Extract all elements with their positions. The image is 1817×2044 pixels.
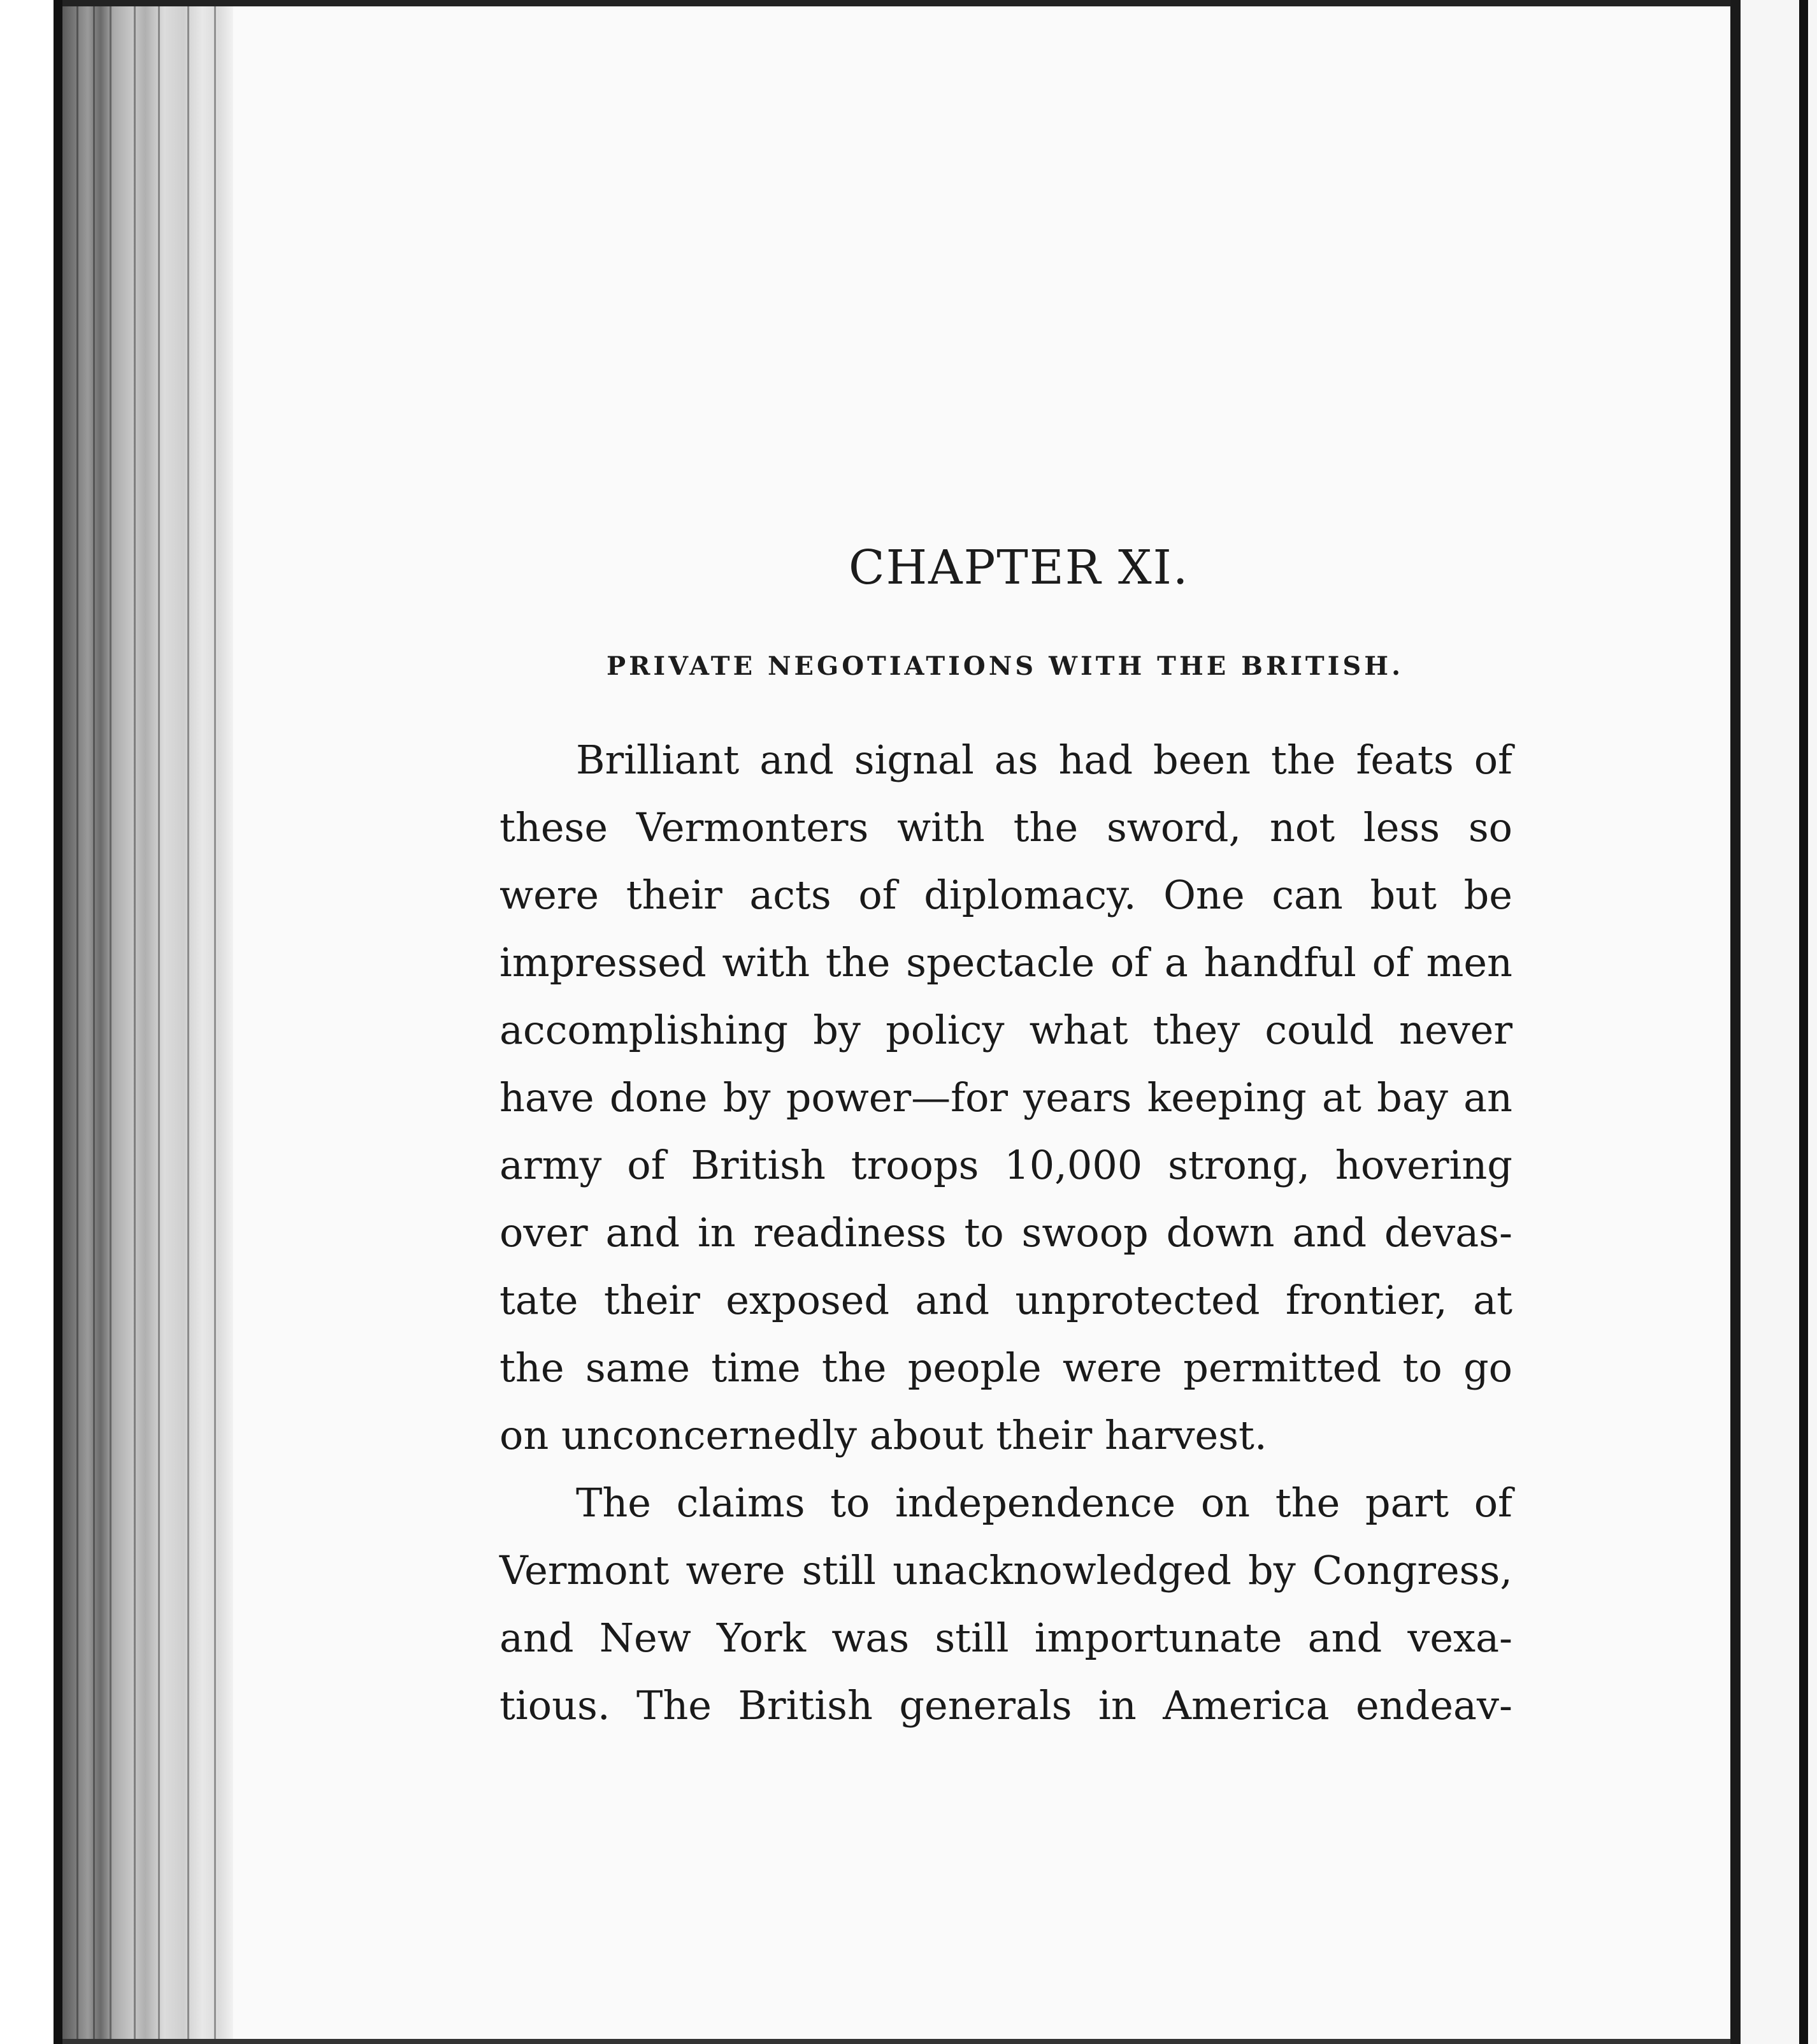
paragraph-1: [499, 726, 1512, 1469]
text-line: on unconcernedly about their harvest.: [499, 1412, 1267, 1458]
book-page-edges: [62, 0, 233, 2044]
text-line: Vermont were still unacknowledged by Congress,: [499, 1547, 1512, 1594]
paragraph-2: [499, 1469, 1512, 1739]
text-line: over and in readiness to swoop down and devas-: [499, 1209, 1512, 1256]
chapter-subtitle: PRIVATE NEGOTIATIONS WITH THE BRITISH.: [607, 651, 1404, 681]
text-line: The claims to independence on the part of: [576, 1479, 1512, 1526]
book-gutter: [1730, 0, 1741, 2044]
text-line: army of British troops 10,000 strong, hovering: [499, 1142, 1512, 1188]
scan-left-border: [0, 0, 61, 2044]
text-line: tate their exposed and unprotected frontier, at: [499, 1277, 1512, 1323]
body-text: [499, 726, 1512, 1739]
text-line: the same time the people were permitted to go: [499, 1344, 1512, 1391]
text-line: Brilliant and signal as had been the feats of: [576, 737, 1512, 783]
chapter-title: CHAPTER XI.: [849, 540, 1189, 595]
text-line: accomplishing by policy what they could never: [499, 1007, 1512, 1053]
text-line: impressed with the spectacle of a handful of men: [499, 939, 1512, 986]
text-line: and New York was still importunate and vexa-: [499, 1615, 1512, 1661]
text-line: these Vermonters with the sword, not less so: [499, 804, 1512, 851]
text-line: were their acts of diplomacy. One can but be: [499, 872, 1512, 918]
scan-top-shadow: [62, 0, 1732, 6]
text-line: have done by power—for years keeping at bay an: [499, 1074, 1512, 1121]
scan-bottom-shadow: [62, 2039, 1732, 2044]
facing-page-edge: [1741, 0, 1817, 2044]
text-line: tious. The British generals in America endeav-: [499, 1682, 1512, 1729]
